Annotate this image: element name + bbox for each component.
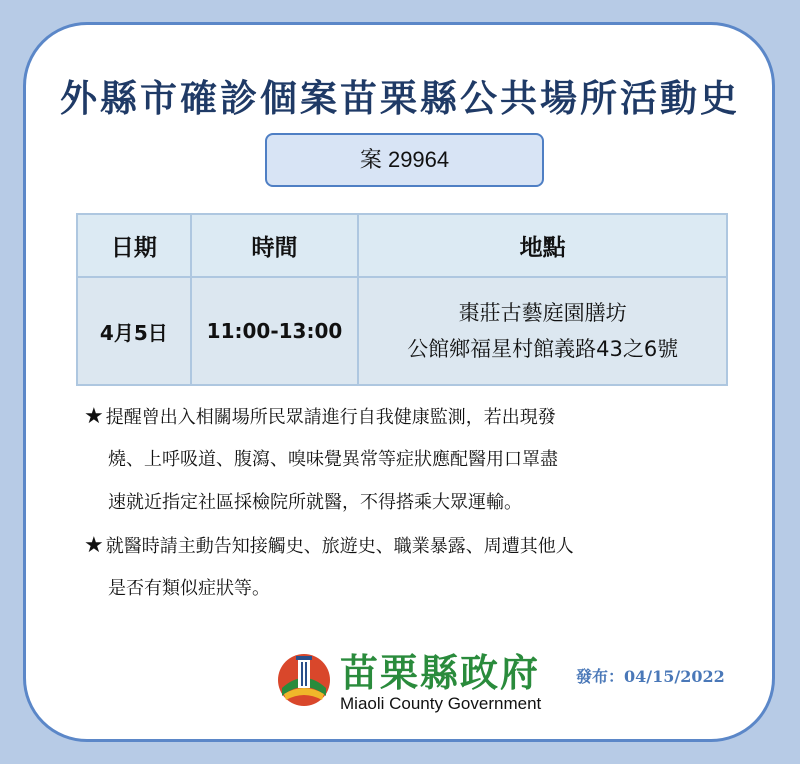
note-1-line-3: 速就近指定社區採檢院所就醫，不得搭乘大眾運輸。	[108, 492, 522, 513]
activity-table	[76, 213, 728, 386]
cell-date: 4月5日	[77, 277, 191, 385]
note-2-line-1	[84, 524, 744, 567]
header-time: 時間	[191, 214, 359, 277]
place-name: 棗莊古藝庭園膳坊	[458, 301, 627, 325]
star-icon: ★	[84, 404, 104, 429]
place-address: 公館鄉福星村館義路43之6號	[407, 337, 679, 361]
government-english-name: Miaoli County Government	[340, 694, 542, 713]
note-text: 就醫時請主動告知接觸史、旅遊史、職業暴露、周遭其他人	[105, 536, 574, 557]
cell-place	[358, 277, 727, 385]
miaoli-county-emblem-icon	[274, 648, 334, 708]
note-text: 提醒曾出入相關場所民眾請進行自我健康監測，若出現發	[105, 407, 556, 428]
cell-time: 11:00-13:00	[191, 277, 359, 385]
page-title: 外縣市確診個案苗栗縣公共場所活動史	[60, 76, 740, 120]
table-row	[77, 277, 727, 385]
note-1-line-1	[84, 395, 744, 438]
header-date: 日期	[77, 214, 191, 277]
case-number-box: 案 29964	[265, 133, 544, 187]
note-1-line-2: 燒、上呼吸道、腹瀉、嗅味覺異常等症狀應配醫用口罩盡	[108, 449, 558, 470]
government-name: 苗栗縣政府	[340, 650, 541, 695]
notes-section	[84, 395, 744, 610]
star-icon: ★	[84, 533, 104, 558]
note-2-line-2: 是否有類似症狀等。	[108, 578, 270, 599]
publish-date: 發布：04/15/2022	[576, 667, 725, 686]
header-place: 地點	[358, 214, 727, 277]
table-header-row	[77, 214, 727, 277]
